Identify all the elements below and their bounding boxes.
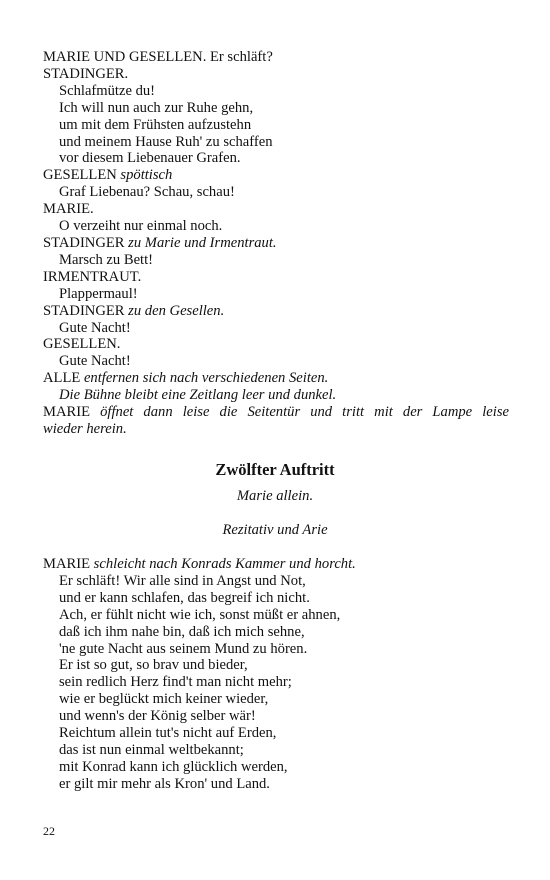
verse-line: und er kann schlafen, das begreif ich nicht. — [59, 589, 310, 606]
speaker-line — [43, 303, 509, 320]
speaker-name: MARIE — [43, 404, 91, 421]
verse-line: Ach, er fühlt nicht wie ich, sonst müßt er ahnen, — [59, 606, 341, 623]
speaker-line — [43, 66, 509, 83]
verse-line: Gute Nacht! — [59, 353, 131, 370]
speaker-name: MARIE UND GESELLEN. — [43, 49, 207, 65]
verse-line: 'ne gute Nacht aus seinem Mund zu hören. — [59, 640, 308, 657]
verse-line: Ich will nun auch zur Ruhe gehn, — [59, 99, 254, 116]
speaker-line — [43, 556, 509, 573]
verse-line: daß ich ihm nahe bin, daß ich mich sehne, — [59, 623, 305, 640]
spoken-text: Er schläft? — [206, 49, 273, 65]
speaker-name: STADINGER — [43, 234, 125, 251]
stage-direction: öffnet dann leise die Seitentür und tritt mit der Lampe leise — [90, 404, 509, 421]
verse-line: und meinem Hause Ruh' zu schaffen — [59, 133, 273, 150]
stage-direction-continuation: wieder herein. — [43, 420, 127, 437]
verse-line: vor diesem Liebenauer Grafen. — [59, 150, 241, 167]
scene-form: Rezitativ und Arie — [222, 522, 328, 538]
verse-line: O verzeiht nur einmal noch. — [59, 218, 223, 235]
verse-line: Graf Liebenau? Schau, schau! — [59, 184, 235, 201]
scene-title: Zwölfter Auftritt — [215, 460, 335, 479]
verse-line: Reichtum allein tut's nicht auf Erden, — [59, 725, 277, 742]
stage-direction: schleicht nach Konrads Kammer und horcht. — [90, 556, 356, 572]
page-number: 22 — [43, 824, 55, 838]
verse-line: sein redlich Herz find't man nicht mehr; — [59, 674, 292, 691]
speaker-name: IRMENTRAUT. — [43, 268, 142, 285]
stage-direction: zu den Gesellen. — [124, 302, 225, 319]
speaker-line — [43, 49, 509, 66]
scene-subtitle: Marie allein. — [236, 488, 314, 504]
stage-direction: spöttisch — [116, 167, 173, 184]
verse-line: Plappermaul! — [59, 285, 138, 302]
verse-line: Marsch zu Bett! — [59, 251, 154, 268]
dialogue-block — [43, 49, 509, 438]
verse-line: wie er beglückt mich keiner wieder, — [59, 691, 269, 708]
verse-line: Er ist so gut, so brav und bieder, — [59, 657, 248, 674]
stage-direction: zu Marie und Irmentraut. — [124, 234, 277, 251]
speaker-line — [43, 269, 509, 286]
stage-direction: entfernen sich nach verschiedenen Seiten. — [80, 370, 329, 387]
speaker-line — [43, 404, 509, 421]
speaker-name: GESELLEN — [43, 167, 117, 184]
verse-line: Er schläft! Wir alle sind in Angst und Not, — [59, 572, 306, 589]
speaker-line — [43, 167, 509, 184]
speaker-name: STADINGER — [43, 302, 125, 319]
verse-line: er gilt mir mehr als Kron' und Land. — [59, 775, 270, 792]
verse-line: und wenn's der König selber wär! — [59, 708, 256, 725]
speaker-line — [43, 235, 509, 252]
stage-direction-line: Die Bühne bleibt eine Zeitlang leer und dunkel. — [59, 387, 337, 404]
verse-line: Gute Nacht! — [59, 319, 131, 336]
speaker-name: STADINGER. — [43, 65, 129, 82]
verse-line: das ist nun einmal weltbekannt; — [59, 741, 244, 758]
speaker-name: GESELLEN. — [43, 336, 121, 353]
verse-line: Schlafmütze du! — [59, 82, 156, 99]
speaker-name: MARIE — [43, 556, 91, 572]
speaker-name: ALLE — [43, 370, 81, 387]
aria-block — [43, 556, 509, 793]
speaker-line — [43, 370, 509, 387]
verse-line: mit Konrad kann ich glücklich werden, — [59, 758, 288, 775]
speaker-line — [43, 336, 509, 353]
speaker-name: MARIE. — [43, 201, 94, 218]
speaker-line — [43, 201, 509, 218]
verse-line: um mit dem Frühsten aufzustehn — [59, 116, 252, 133]
